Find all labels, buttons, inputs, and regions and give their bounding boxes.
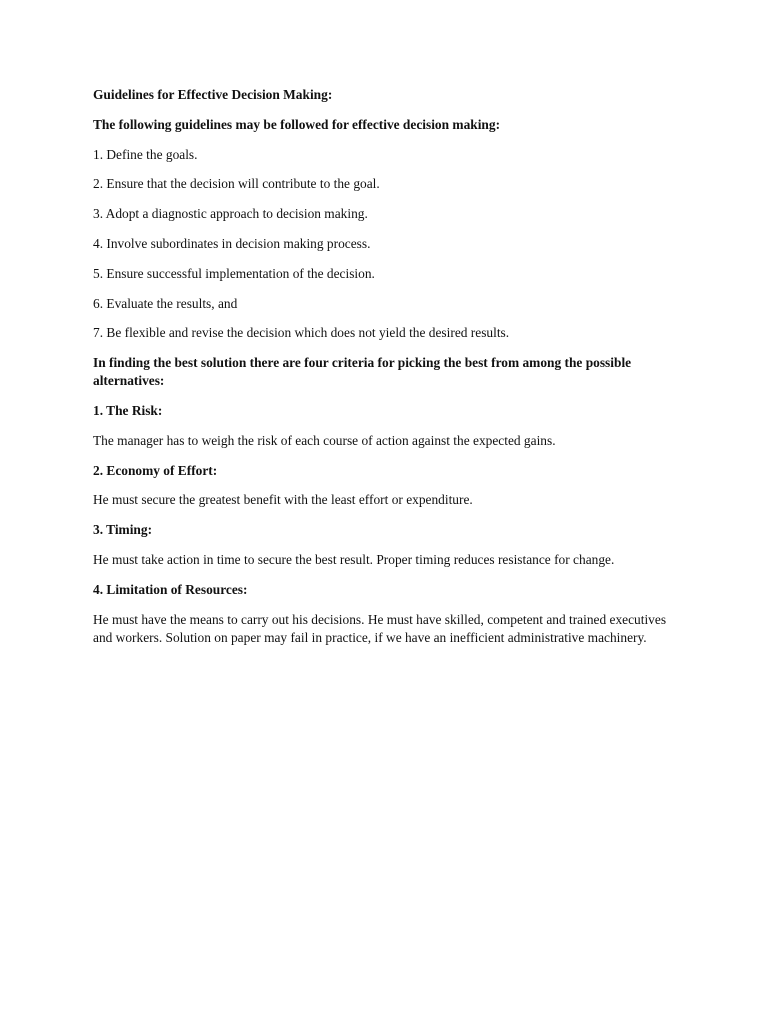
criterion-heading: 1. The Risk: [93, 402, 163, 418]
guideline-item: 4. Involve subordinates in decision making process. [93, 235, 371, 251]
document-title: Guidelines for Effective Decision Making: [93, 87, 333, 102]
guideline-item: 7. Be flexible and revise the decision which does not yield the desired results. [93, 325, 510, 341]
criterion-body: He must have the means to carry out his decisions. He must have skilled, competent and trained executives and workers. Solution on paper may fail in practice, if we have an inefficient administrative machinery. [93, 611, 667, 645]
guideline-item: 6. Evaluate the results, and [93, 295, 238, 311]
guideline-item: 2. Ensure that the decision will contribute to the goal. [93, 176, 380, 192]
criterion-body: The manager has to weigh the risk of each course of action against the expected gains. [93, 432, 556, 448]
guideline-item: 5. Ensure successful implementation of the decision. [93, 265, 375, 281]
guideline-item: 1. Define the goals. [93, 146, 198, 162]
criterion-body: He must secure the greatest benefit with the least effort or expenditure. [93, 492, 473, 508]
criterion-body: He must take action in time to secure the best result. Proper timing reduces resistance for change. [93, 551, 615, 567]
guideline-item: 3. Adopt a diagnostic approach to decision making. [93, 206, 368, 222]
criteria-intro: In finding the best solution there are four criteria for picking the best from among the possible alternatives: [93, 355, 632, 389]
criterion-heading: 3. Timing: [93, 522, 153, 538]
guidelines-intro: The following guidelines may be followed for effective decision making: [93, 116, 501, 132]
document-page [93, 86, 673, 658]
criterion-heading: 4. Limitation of Resources: [93, 581, 248, 597]
criterion-heading: 2. Economy of Effort: [93, 462, 218, 478]
